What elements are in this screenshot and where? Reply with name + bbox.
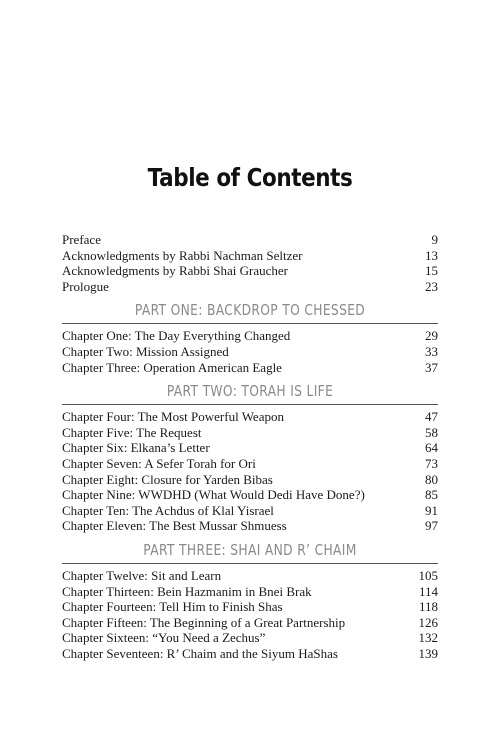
toc-entry-prologue[interactable] [62, 279, 438, 295]
toc-entry-label: Chapter Four: The Most Powerful Weapon [62, 409, 284, 425]
toc-entry[interactable] [62, 630, 438, 646]
toc-entry-label: Acknowledgments by Rabbi Shai Graucher [62, 263, 289, 279]
part-divider [62, 404, 438, 405]
toc-entry[interactable] [62, 409, 438, 425]
toc-entry-page: 37 [425, 359, 438, 375]
toc-entry[interactable] [62, 328, 438, 344]
toc-entry-label: Acknowledgments by Rabbi Nachman Seltzer [62, 247, 303, 263]
part-two-section [62, 381, 438, 534]
toc-entry-page: 80 [425, 471, 438, 487]
toc-entry[interactable] [62, 646, 438, 662]
toc-entry-page: 64 [425, 440, 438, 456]
toc-entry-label: Chapter Two: Mission Assigned [62, 343, 229, 359]
toc-entry-acknowledgments-graucher[interactable] [62, 263, 438, 279]
part-divider [62, 323, 438, 324]
toc-entry[interactable] [62, 568, 438, 584]
toc-entry[interactable] [62, 599, 438, 615]
toc-entry[interactable] [62, 518, 438, 534]
toc-entry-label: Chapter Six: Elkana’s Letter [62, 440, 210, 456]
toc-entry-page: 15 [425, 263, 438, 279]
toc-entry-preface[interactable] [62, 232, 438, 248]
toc-entry[interactable] [62, 360, 438, 376]
toc-entry-label: Chapter Eleven: The Best Mussar Shmuess [62, 518, 287, 534]
toc-entry-page: 139 [418, 645, 438, 661]
toc-entry[interactable] [62, 344, 438, 360]
toc-entry-page: 118 [418, 599, 438, 615]
toc-entry-page: 23 [425, 278, 438, 294]
toc-entry-page: 47 [425, 409, 438, 425]
toc-entry-page: 73 [425, 455, 438, 471]
front-matter-list [62, 232, 438, 294]
toc-entry-page: 105 [418, 567, 438, 583]
part-divider [62, 563, 438, 564]
toc-entry-page: 9 [431, 232, 438, 247]
part-one-section [62, 300, 438, 375]
toc-entry[interactable] [62, 456, 438, 472]
part-heading: PART ONE: BACKDROP TO CHESSED [134, 301, 366, 320]
toc-entry-label: Chapter Ten: The Achdus of Klal Yisrael [62, 502, 274, 518]
toc-entry-label: Chapter Fifteen: The Beginning of a Great Partnership [62, 614, 346, 630]
toc-entry[interactable] [62, 440, 438, 456]
toc-entry-page: 33 [425, 343, 438, 359]
toc-entry[interactable] [62, 584, 438, 600]
toc-entry-acknowledgments-seltzer[interactable] [62, 248, 438, 264]
toc-entry[interactable] [62, 487, 438, 503]
part-heading: PART THREE: SHAI AND R’ CHAIM [143, 540, 357, 559]
toc-entry-page: 97 [425, 518, 438, 534]
toc-entry-page: 91 [425, 502, 438, 518]
toc-entry-page: 58 [425, 424, 438, 440]
toc-entry-label: Chapter Eight: Closure for Yarden Bibas [62, 471, 273, 487]
toc-entry-page: 13 [425, 247, 438, 263]
toc-entry-page: 132 [418, 630, 438, 646]
toc-entry-label: Chapter Five: The Request [62, 424, 202, 440]
toc-entry-label: Chapter Sixteen: “You Need a Zechus” [62, 630, 266, 646]
part-three-section [62, 540, 438, 662]
toc-entry-page: 126 [418, 614, 438, 630]
toc-entry-page: 85 [425, 487, 438, 503]
page-title: Table of Contents [147, 163, 353, 192]
toc-entry-page: 114 [418, 583, 438, 599]
toc-entry[interactable] [62, 615, 438, 631]
toc-entry[interactable] [62, 472, 438, 488]
toc-entry-label: Chapter Seven: A Sefer Torah for Ori [62, 455, 256, 471]
toc-entry-label: Chapter Three: Operation American Eagle [62, 359, 282, 375]
toc-entry-label: Prologue [62, 278, 109, 294]
toc-entry-label: Chapter Fourteen: Tell Him to Finish Shas [62, 599, 283, 615]
toc-entry-label: Preface [62, 232, 101, 247]
toc-entry-label: Chapter Seventeen: R’ Chaim and the Siyum HaShas [62, 645, 338, 661]
toc-entry-page: 29 [425, 328, 438, 344]
table-of-contents [62, 232, 438, 661]
toc-entry-label: Chapter One: The Day Everything Changed [62, 328, 291, 344]
toc-entry[interactable] [62, 425, 438, 441]
toc-entry-label: Chapter Twelve: Sit and Learn [62, 567, 222, 583]
toc-entry[interactable] [62, 503, 438, 519]
toc-entry-label: Chapter Nine: WWDHD (What Would Dedi Have Done?) [62, 487, 365, 503]
toc-entry-label: Chapter Thirteen: Bein Hazmanim in Bnei Brak [62, 583, 312, 599]
part-heading: PART TWO: TORAH IS LIFE [166, 382, 334, 401]
